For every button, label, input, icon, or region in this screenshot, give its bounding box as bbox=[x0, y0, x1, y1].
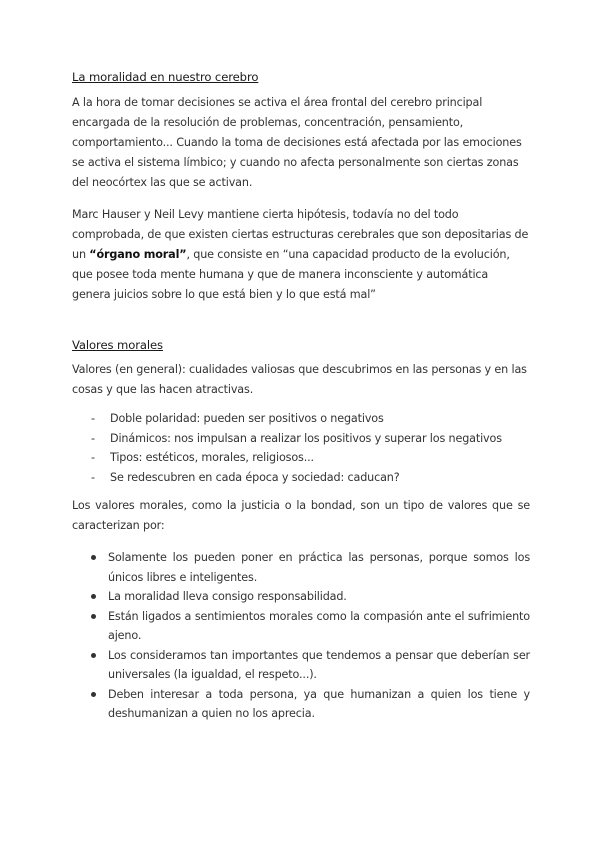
paragraph bbox=[72, 205, 530, 305]
list-item bbox=[91, 646, 530, 685]
paragraph: A la hora de tomar decisiones se activa el área frontal del cerebro principal encargada de la resolución de problemas, concentración, pensamiento, comportamiento... Cuando la toma de decisiones está afectada por las emociones se activa el sistema límbico; y cuando no afecta personalmente son ciertas zonas del neocórtex las que se activan. bbox=[72, 96, 522, 189]
list-item-text: La moralidad lleva consigo responsabilidad. bbox=[108, 590, 347, 603]
list-item-text: Deben interesar a toda persona, ya que humanizan a quien los tiene y deshumanizan a quien no los aprecia. bbox=[108, 687, 530, 720]
list-item bbox=[91, 587, 530, 607]
list-item-text: Solamente los pueden poner en práctica las personas, porque somos los únicos libres e inteligentes. bbox=[108, 551, 530, 584]
dash-list bbox=[72, 409, 530, 487]
list-item-text: Tipos: estéticos, morales, religiosos... bbox=[110, 451, 314, 464]
paragraph-text: , que consiste en “una capacidad producto de la evolución, que posee toda mente humana y que de manera inconsciente y automática genera juicios sobre lo que está bien y lo que está mal” bbox=[72, 248, 510, 301]
dash-bullet: - bbox=[91, 412, 95, 425]
section-moral-values bbox=[72, 338, 530, 724]
bullet-dot-icon bbox=[91, 555, 96, 560]
highlighted-term: “órgano moral” bbox=[89, 248, 187, 261]
bullet-list bbox=[72, 548, 530, 724]
bullet-dot-icon bbox=[91, 692, 96, 697]
dash-bullet: - bbox=[91, 451, 95, 464]
list-item bbox=[91, 409, 530, 429]
section-brain-morality bbox=[72, 70, 530, 305]
section-title: Valores morales bbox=[72, 338, 163, 352]
list-item-text: Los consideramos tan importantes que tendemos a pensar que deberían ser universales (la igualdad, el respeto...). bbox=[108, 648, 530, 681]
dash-bullet: - bbox=[91, 431, 95, 445]
list-item bbox=[91, 448, 530, 468]
bullet-dot-icon bbox=[91, 594, 96, 599]
list-item-text: Se redescubren en cada época y sociedad: caducan? bbox=[110, 470, 400, 484]
bullet-dot-icon bbox=[91, 614, 96, 619]
paragraph: Valores (en general): cualidades valiosas que descubrimos en las personas y en las cosas y que las hacen atractivas. bbox=[72, 363, 527, 396]
list-item-text: Dinámicos: nos impulsan a realizar los positivos y superar los negativos bbox=[110, 431, 502, 445]
dash-bullet: - bbox=[91, 470, 95, 484]
list-item-text: Están ligados a sentimientos morales como la compasión ante el sufrimiento ajeno. bbox=[108, 609, 530, 642]
list-item bbox=[91, 548, 530, 587]
list-item bbox=[91, 607, 530, 646]
list-item bbox=[91, 429, 530, 449]
list-item bbox=[91, 685, 530, 724]
list-item bbox=[91, 468, 530, 488]
list-item-text: Doble polaridad: pueden ser positivos o negativos bbox=[110, 412, 384, 425]
paragraph-text: Marc Hauser y Neil Levy mantiene cierta hipótesis, todavía no del todo comprobada, de que existen ciertas estructuras cerebrales que son depositarias de un bbox=[72, 208, 529, 261]
bullet-dot-icon bbox=[91, 653, 96, 658]
paragraph: Los valores morales, como la justicia o la bondad, son un tipo de valores que se caracterizan por: bbox=[72, 499, 530, 532]
section-title: La moralidad en nuestro cerebro bbox=[72, 70, 259, 84]
